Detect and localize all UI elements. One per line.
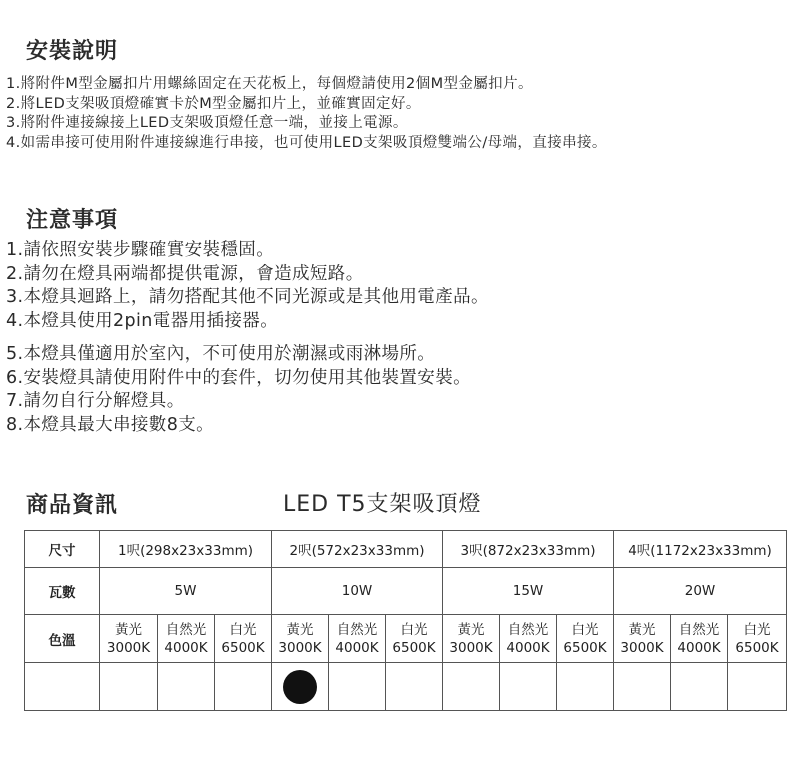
color-temp-name: 黃光 bbox=[628, 621, 656, 638]
selected-dot bbox=[283, 670, 317, 704]
selection-cell bbox=[728, 663, 787, 711]
note-item: 7.請勿自行分解燈具。 bbox=[6, 391, 185, 411]
note-item: 8.本燈具最大串接數8支。 bbox=[6, 414, 215, 435]
color-temp-name: 自然光 bbox=[336, 621, 378, 638]
color-temp-kelvin: 3000K bbox=[620, 639, 664, 656]
color-temp-cell bbox=[557, 615, 614, 663]
size-cell: 2呎(572x23x33mm) bbox=[272, 531, 443, 568]
selection-blank bbox=[25, 663, 100, 711]
wattage-cell: 10W bbox=[272, 568, 443, 615]
selection-cell bbox=[158, 663, 215, 711]
size-cell: 1呎(298x23x33mm) bbox=[100, 531, 272, 568]
product-info-title: 商品資訊 bbox=[26, 493, 119, 518]
color-temp-kelvin: 6500K bbox=[735, 639, 779, 656]
selection-cell bbox=[443, 663, 500, 711]
color-temp-name: 自然光 bbox=[165, 621, 207, 638]
size-cell: 3呎(872x23x33mm) bbox=[443, 531, 614, 568]
color-temp-name: 白光 bbox=[743, 621, 771, 638]
note-item: 4.本燈具使用2pin電器用插接器。 bbox=[6, 310, 279, 331]
size-row bbox=[25, 531, 787, 568]
color-temp-cell bbox=[728, 615, 787, 663]
wattage-cell: 20W bbox=[614, 568, 787, 615]
selection-cell bbox=[329, 663, 386, 711]
selection-cell bbox=[671, 663, 728, 711]
install-step: 3.將附件連接線接上LED支架吸頂燈任意一端，並接上電源。 bbox=[6, 115, 408, 131]
color-temp-cell bbox=[671, 615, 728, 663]
spec-table bbox=[24, 530, 787, 711]
color-temp-row bbox=[25, 615, 787, 663]
install-step: 4.如需串接可使用附件連接線進行串接，也可使用LED支架吸頂燈雙端公/母端，直接串接。 bbox=[6, 134, 607, 151]
color-temp-name: 自然光 bbox=[507, 621, 549, 638]
color-temp-name: 黃光 bbox=[286, 621, 314, 638]
color-temp-cell bbox=[158, 615, 215, 663]
color-temp-kelvin: 6500K bbox=[221, 639, 265, 656]
note-item: 5.本燈具僅適用於室內，不可使用於潮濕或雨淋場所。 bbox=[6, 344, 436, 364]
install-title: 安裝說明 bbox=[26, 39, 119, 64]
color-temp-name: 自然光 bbox=[678, 621, 720, 638]
selection-cell bbox=[500, 663, 557, 711]
note-item: 3.本燈具迴路上，請勿搭配其他不同光源或是其他用電產品。 bbox=[6, 287, 489, 307]
notes-title: 注意事項 bbox=[26, 208, 119, 233]
selection-cell bbox=[386, 663, 443, 711]
install-step: 1.將附件M型金屬扣片用螺絲固定在天花板上，每個燈請使用2個M型金屬扣片。 bbox=[6, 76, 533, 92]
color-temp-cell bbox=[386, 615, 443, 663]
color-temp-name: 白光 bbox=[229, 621, 257, 638]
product-name: LED T5支架吸頂燈 bbox=[283, 492, 482, 517]
color-temp-cell bbox=[443, 615, 500, 663]
color-temp-name: 白光 bbox=[400, 621, 428, 638]
selection-row bbox=[25, 663, 787, 711]
selection-cell bbox=[100, 663, 158, 711]
color-temp-cell bbox=[329, 615, 386, 663]
notes-list bbox=[6, 239, 489, 333]
color-temp-cell bbox=[215, 615, 272, 663]
color-temp-kelvin: 4000K bbox=[164, 639, 208, 656]
color-temp-cell bbox=[100, 615, 158, 663]
color-temp-kelvin: 3000K bbox=[449, 639, 493, 656]
color-temp-name: 黃光 bbox=[457, 621, 485, 638]
selection-cell bbox=[215, 663, 272, 711]
install-step: 2.將LED支架吸頂燈確實卡於M型金屬扣片上，並確實固定好。 bbox=[6, 95, 421, 112]
color-temp-cell bbox=[614, 615, 671, 663]
install-steps bbox=[6, 75, 607, 153]
color-temp-cell bbox=[272, 615, 329, 663]
color-temp-kelvin: 4000K bbox=[506, 639, 550, 656]
color-temp-kelvin: 6500K bbox=[563, 639, 607, 656]
selection-cell bbox=[557, 663, 614, 711]
wattage-cell: 5W bbox=[100, 568, 272, 615]
wattage-row bbox=[25, 568, 787, 615]
color-temp-kelvin: 3000K bbox=[278, 639, 322, 656]
selection-cell bbox=[272, 663, 329, 711]
wattage-cell: 15W bbox=[443, 568, 614, 615]
color-temp-cell bbox=[500, 615, 557, 663]
size-label: 尺寸 bbox=[25, 531, 100, 568]
note-item: 6.安裝燈具請使用附件中的套件，切勿使用其他裝置安裝。 bbox=[6, 367, 471, 388]
color-temp-kelvin: 4000K bbox=[677, 639, 721, 656]
color-temp-name: 黃光 bbox=[115, 621, 142, 638]
note-item: 2.請勿在燈具兩端都提供電源，會造成短路。 bbox=[6, 263, 364, 284]
notes-list-continued bbox=[6, 343, 471, 437]
selection-cell bbox=[614, 663, 671, 711]
note-item: 1.請依照安裝步驟確實安裝穩固。 bbox=[6, 240, 275, 260]
color-temp-kelvin: 4000K bbox=[335, 639, 379, 656]
color-temp-label: 色溫 bbox=[25, 615, 100, 663]
color-temp-kelvin: 3000K bbox=[106, 639, 151, 656]
color-temp-kelvin: 6500K bbox=[392, 639, 436, 656]
wattage-label: 瓦數 bbox=[25, 568, 100, 615]
color-temp-name: 白光 bbox=[571, 621, 599, 638]
size-cell: 4呎(1172x23x33mm) bbox=[614, 531, 787, 568]
